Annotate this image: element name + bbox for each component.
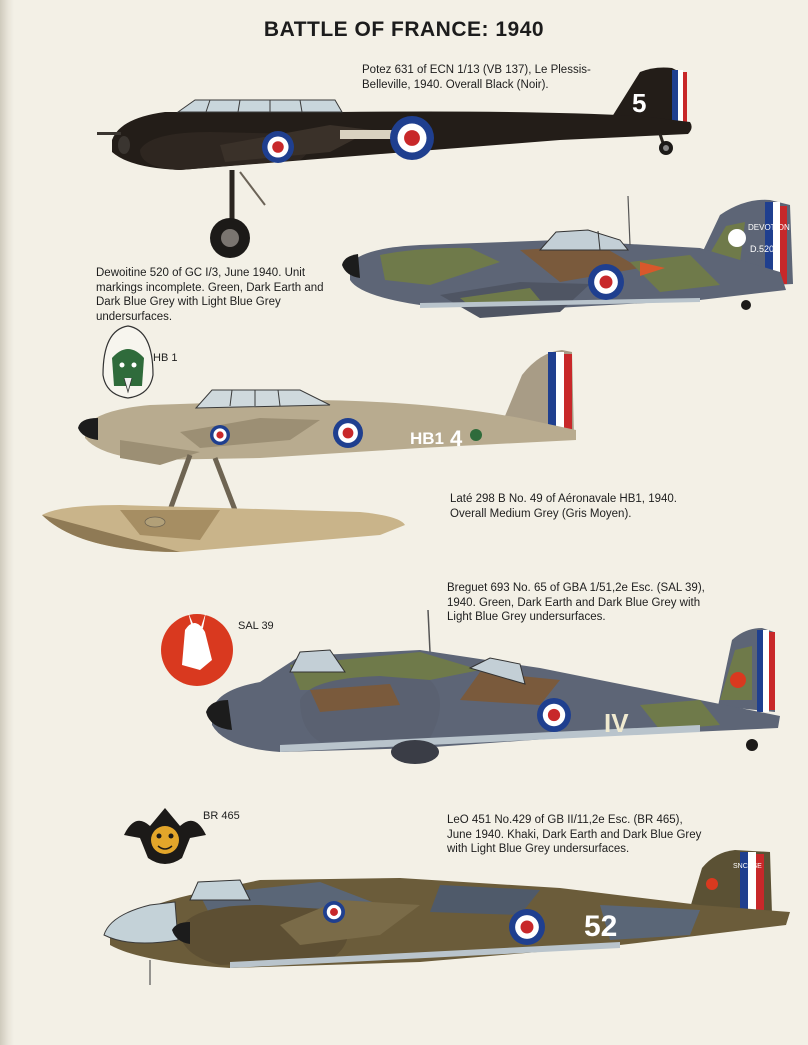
late-fuselage-code: HB1 bbox=[410, 429, 445, 448]
late-fuselage-number: 4 bbox=[450, 426, 463, 451]
caption-potez-631: Potez 631 of ECN 1/13 (VB 137), Le Plessis-Belleville, 1940. Overall Black (Noir). bbox=[362, 64, 591, 91]
potez-631-profile bbox=[97, 68, 692, 259]
badge-label-hb1: HB 1 bbox=[153, 352, 178, 364]
leo-451-profile bbox=[104, 850, 790, 985]
breguet-fuselage-code: IV bbox=[604, 708, 629, 738]
caption-late-298: Laté 298 B No. 49 of Aéronavale HB1, 1940. Overall Medium Grey (Gris Moyen). bbox=[450, 493, 677, 520]
svg-text:DEVOTION: DEVOTION bbox=[748, 223, 790, 232]
caption-dewoitine-520: Dewoitine 520 of GC I/3, June 1940. Unit markings incomplete. Green, Dark Earth and Dark Blue Grey with Light Blue Grey undersurfaces. bbox=[96, 267, 324, 323]
svg-text:SNCASE: SNCASE bbox=[733, 863, 762, 870]
sal39-unit-badge bbox=[161, 612, 233, 686]
hb1-unit-badge bbox=[103, 326, 153, 398]
badge-label-br465: BR 465 bbox=[203, 810, 240, 822]
dewoitine-fin-text: D.520 bbox=[750, 244, 775, 254]
leo-fuselage-code: 52 bbox=[584, 910, 618, 943]
potez-fin-code: 5 bbox=[632, 88, 647, 118]
caption-breguet-693: Breguet 693 No. 65 of GBA 1/51,2e Esc. (SAL 39), 1940. Green, Dark Earth and Dark Blue Grey with Light Blue Grey undersurfaces. bbox=[447, 582, 705, 623]
caption-leo-451: LeO 451 No.429 of GB II/11,2e Esc. (BR 465), June 1940. Khaki, Dark Earth and Dark Blue Grey with Light Blue Grey undersurfaces. bbox=[447, 814, 702, 855]
br465-unit-badge bbox=[124, 808, 206, 864]
page-title: BATTLE OF FRANCE: 1940 bbox=[263, 18, 545, 41]
dewoitine-520-profile bbox=[342, 196, 793, 318]
breguet-693-profile bbox=[206, 610, 780, 764]
badge-label-sal39: SAL 39 bbox=[238, 620, 274, 632]
